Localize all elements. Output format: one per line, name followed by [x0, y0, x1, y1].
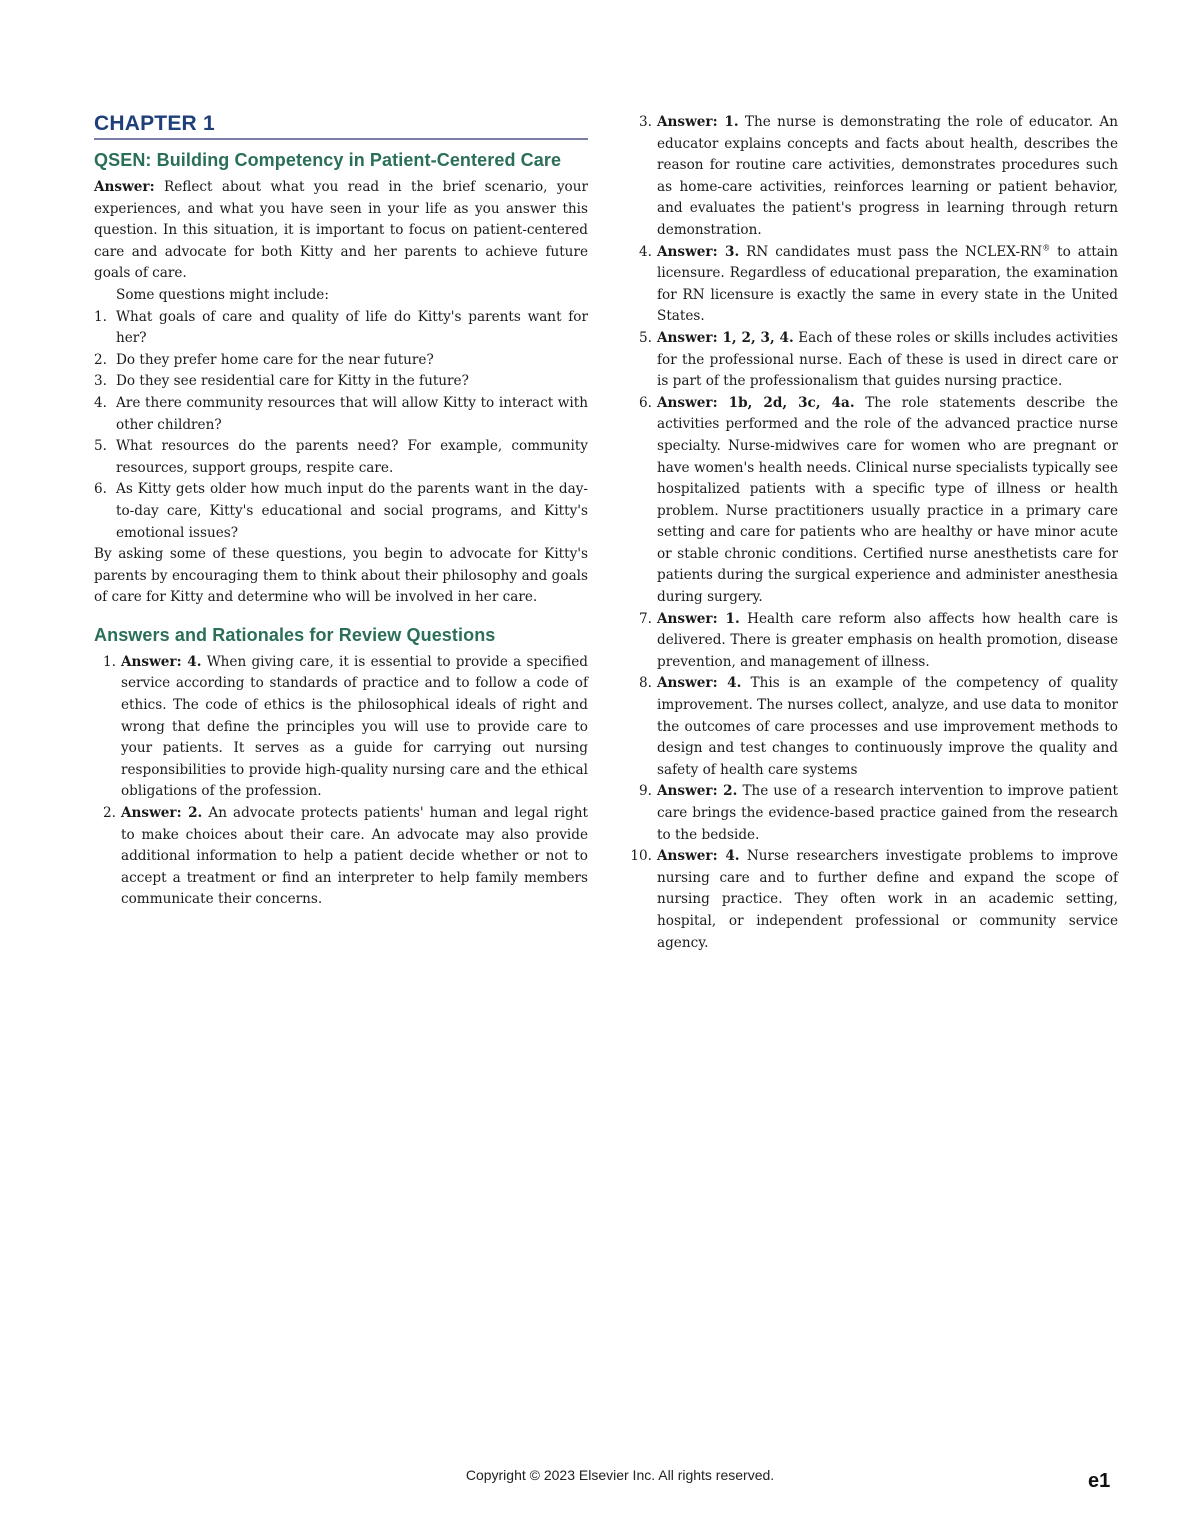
- item-number: 10.: [630, 848, 652, 865]
- answer-item: [94, 803, 588, 911]
- answer-label: Answer: 2.: [657, 783, 738, 800]
- qsen-heading: QSEN: Building Competency in Patient-Centered Care: [94, 150, 562, 170]
- answer-text: The use of a research intervention to improve patient care brings the evidence-based practice gained from the research to the bedside.: [657, 783, 1118, 843]
- item-number: 5.: [639, 329, 652, 346]
- list-item: [94, 479, 588, 544]
- qsen-question-list: [94, 307, 588, 545]
- answer-text: An advocate protects patients' human and legal right to make choices about their care. An advocate may also provide additional information to help a patient decide whether or not to accept a treatment or find an interpreter to help family members communicate their concerns.: [121, 805, 588, 908]
- answer-label: Answer: 1, 2, 3, 4.: [657, 329, 794, 346]
- right-column: [630, 112, 1118, 954]
- left-column: [94, 112, 588, 911]
- answer-item: [630, 112, 1118, 242]
- qsen-answer-text: Reflect about what you read in the brief scenario, your experiences, and what you have seen in your life as you answer this question. In this situation, it is important to focus on patient-centered care and advocate for both Kitty and her parents to achieve future goals of care.: [94, 179, 588, 282]
- item-text: Do they see residential care for Kitty in the future?: [116, 373, 469, 390]
- answer-label: Answer: 4.: [657, 848, 740, 865]
- answer-text: Nurse researchers investigate problems to improve nursing care and to further define and expand the scope of nursing practice. They often work in an academic setting, hospital, or independent professional or community service agency.: [657, 848, 1118, 951]
- item-number: 6.: [94, 481, 107, 498]
- list-item: [94, 436, 588, 479]
- item-number: 4.: [639, 243, 652, 260]
- answer-item: [630, 673, 1118, 781]
- item-number: 7.: [639, 610, 652, 627]
- review-heading: Answers and Rationales for Review Questions: [94, 624, 496, 645]
- answer-item: [630, 781, 1118, 846]
- item-text: Are there community resources that will allow Kitty to interact with other children?: [116, 394, 588, 433]
- qsen-answer-label: Answer:: [94, 179, 155, 195]
- answer-text: Each of these roles or skills includes activities for the professional nurse. Each of these is used in direct care or is part of the professionalism that guides nursing practice.: [657, 329, 1118, 390]
- item-text: What goals of care and quality of life do Kitty's parents want for her?: [116, 308, 588, 347]
- answer-label: Answer: 1b, 2d, 3c, 4a.: [657, 394, 855, 411]
- answer-label: Answer: 4.: [121, 653, 202, 670]
- item-number: 5.: [94, 438, 107, 455]
- item-number: 2.: [103, 805, 116, 822]
- answer-label: Answer: 3.: [657, 243, 740, 260]
- answer-text-b: to attain licensure. Regardless of educational preparation, the examination for RN licensure is exactly the same in every state in the United States.: [657, 243, 1118, 325]
- item-number: 3.: [639, 114, 652, 130]
- item-text: Do they prefer home care for the near future?: [116, 351, 434, 368]
- review-answer-list-left: [94, 652, 588, 911]
- item-number: 4.: [94, 394, 107, 411]
- qsen-intro: Some questions might include:: [116, 286, 329, 303]
- answer-item: [630, 609, 1118, 674]
- list-item: [94, 393, 588, 436]
- item-number: 6.: [639, 394, 652, 411]
- list-item: [94, 307, 588, 350]
- answer-text-a: RN candidates must pass the NCLEX-RN: [746, 243, 1043, 260]
- qsen-answer: [94, 177, 588, 285]
- answer-label: Answer: 2.: [121, 805, 203, 822]
- answer-label: Answer: 1.: [657, 114, 739, 130]
- answer-text: Health care reform also affects how health care is delivered. There is greater emphasis on health promotion, disease prevention, and management of illness.: [657, 610, 1118, 670]
- list-item: [94, 350, 588, 372]
- copyright-notice: Copyright © 2023 Elsevier Inc. All rights reserved.: [465, 1467, 775, 1483]
- item-number: 2.: [94, 351, 107, 368]
- answer-label: Answer: 1.: [657, 610, 740, 627]
- answer-label: Answer: 4.: [657, 675, 742, 692]
- review-answer-list-right: [630, 112, 1118, 954]
- answer-text: The role statements describe the activities performed and the role of the advanced practice nurse specialty. Nurse-midwives care for women who are pregnant or have women's health needs. Clinical nurse specialists typically see hospitalized patients with a specific type of illness or health problem. Nurse practitioners usually practice in a primary care setting and care for patients who are healthy or have minor acute or stable chronic conditions. Certified nurse anesthetists care for patients during the surgical experience and administer anesthesia during surgery.: [657, 394, 1118, 606]
- qsen-closing: By asking some of these questions, you begin to advocate for Kitty's parents by encouraging them to think about their philosophy and goals of care for Kitty and determine who will be involved in her care.: [94, 546, 588, 606]
- registered-mark: ®: [1042, 243, 1051, 253]
- answer-item: [630, 846, 1118, 954]
- answer-text: The nurse is demonstrating the role of educator. An educator explains concepts and facts about health, describes the reason for routine care activities, demonstrates procedures such as home-care activities, reinforces learning or patient behavior, and evaluates the patient's progress in learning through return demonstration.: [657, 114, 1118, 238]
- chapter-title: CHAPTER 1: [94, 112, 588, 140]
- answer-text: This is an example of the competency of quality improvement. The nurses collect, analyze, and use data to monitor the outcomes of care processes and use improvement methods to design and test changes to continuously improve the quality and safety of health care systems: [657, 675, 1118, 778]
- answer-item: [630, 328, 1118, 393]
- answer-item: [630, 393, 1118, 609]
- item-number: 1.: [103, 653, 116, 670]
- page-number: e1: [1088, 1470, 1111, 1492]
- item-number: 9.: [639, 783, 652, 800]
- item-text: What resources do the parents need? For example, community resources, support groups, respite care.: [116, 438, 588, 476]
- item-text: As Kitty gets older how much input do the parents want in the day-to-day care, Kitty's educational and social programs, and Kitty's emotional issues?: [116, 481, 588, 541]
- item-number: 8.: [639, 675, 652, 692]
- item-number: 1.: [94, 308, 107, 325]
- item-number: 3.: [94, 373, 107, 390]
- answer-text: When giving care, it is essential to provide a specified service according to standards of practice and to follow a code of ethics. The code of ethics is the philosophical ideals of right and wrong that define the principles you will use to provide care to your patients. It serves as a guide for carrying out nursing responsibilities to provide high-quality nursing care and the ethical obligations of the profession.: [121, 653, 588, 800]
- answer-item: [94, 652, 588, 803]
- list-item: [94, 371, 588, 393]
- answer-item: [630, 242, 1118, 328]
